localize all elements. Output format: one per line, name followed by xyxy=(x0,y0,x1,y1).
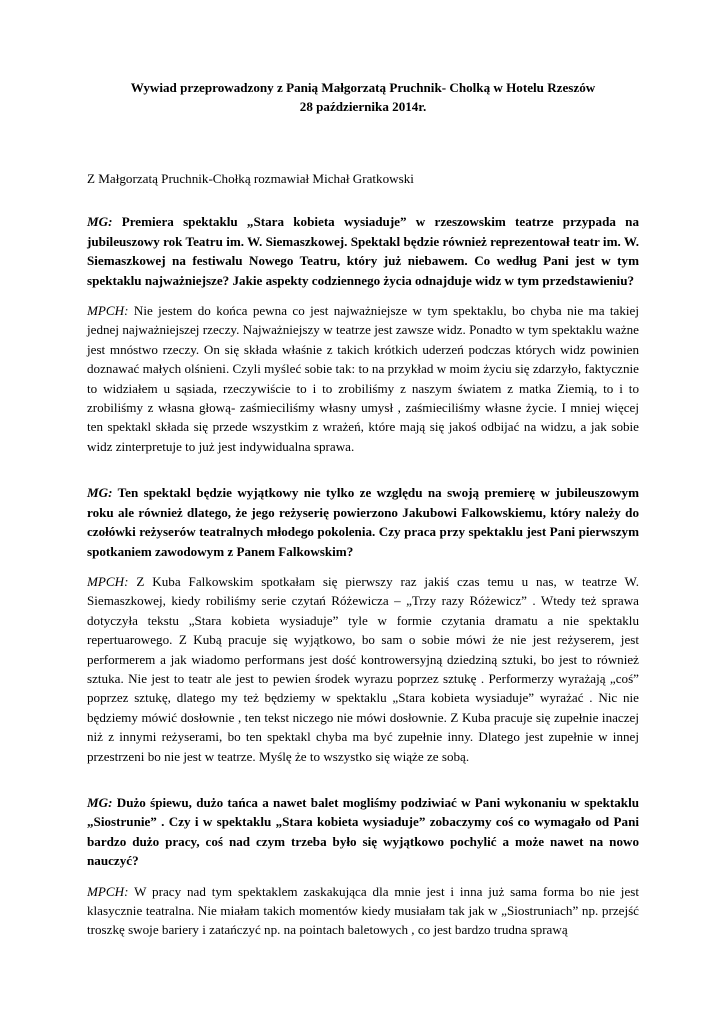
answer-3-speaker: MPCH: xyxy=(87,883,129,899)
answer-2-speaker: MPCH: xyxy=(87,573,129,589)
question-1 xyxy=(87,212,639,290)
answer-1-text: Nie jestem do końca pewna co jest najważniejsze w tym spektaklu, bo chyba nie ma takiej jednej najważniejszej rzeczy. Najważniejszy w teatrze jest zawsze widz. Ponadto w tym spektaklu ważne jest mnóstwo rzeczy. On się składa właśnie z takich krótkich uderzeń podczas których widz powinien doznawać małych olśnieni. Czyli myśleć sobie tak: to na przykład w moim życiu się zdarzyło, faktycznie to widziałem u sąsiada, rzeczywiście to i to zrobiliśmy z naszym światem z matka Ziemią, to i to zrobiliśmy z własna głową- zaśmieciliśmy własny umysł , zaśmieciliśmy własne życie. I mniej więcej ten spektakl składa się przede wszystkim z wrażeń, które mają się jakoś odbijać na widzu, a jak sobie widz zinterpretuje to już jest indywidualna sprawa. xyxy=(87,303,639,454)
title-line-2: 28 października 2014r. xyxy=(299,99,427,114)
answer-1 xyxy=(87,301,639,456)
question-3-text: Dużo śpiewu, dużo tańca a nawet balet mogliśmy podziwiać w Pani wykonaniu w spektaklu „Siostrunie” . Czy i w spektaklu „Stara kobieta wysiaduje” zobaczymy coś co wymagało od Pani bardzo dużo pracy, coś nad czym trzeba było się wyjątkowo pochylić a może nawet na nowo nauczyć? xyxy=(87,794,639,869)
document-title xyxy=(87,0,639,116)
question-1-text: Premiera spektaklu „Stara kobieta wysiaduje” w rzeszowskim teatrze przypada na jubileuszowy rok Teatru im. W. Siemaszkowej. Spektakl będzie również reprezentował teatr im. W. Siemaszkowej na festiwalu Nowego Teatru, który już niebawem. Co według Pani jest w tym spektaklu najważniejsze? Jakie aspekty codziennego życia odnajduje widz w tym przedstawieniu? xyxy=(87,214,639,288)
question-2-text: Ten spektakl będzie wyjątkowy nie tylko ze względu na swoją premierę w jubileuszowym roku ale również dlatego, że jego reżyserię powierzono Jakubowi Falkowskiemu, który należy do czołówki reżyserów teatralnych młodego pokolenia. Czy praca przy spektaklu jest Pani pierwszym spotkaniem zawodowym z Panem Falkowskim? xyxy=(87,485,639,559)
title-line-1: Wywiad przeprowadzony z Panią Małgorzatą Pruchnik- Cholką w Hotelu Rzeszów xyxy=(130,80,596,95)
answer-1-speaker: MPCH: xyxy=(87,303,129,319)
question-3-speaker: MG: xyxy=(87,794,113,810)
answer-3-text: W pracy nad tym spektaklem zaskakująca dla mnie jest i inna już sama forma bo nie jest klasycznie teatralna. Nie miałam takich momentów kiedy musiałam tak jak w „Siostruniach” np. przejść troszkę swoje bariery i zatańczyć np. na pointach baletowych , co jest bardzo trudna sprawą xyxy=(87,883,639,938)
question-3 xyxy=(87,793,639,871)
intro-line: Z Małgorzatą Pruchnik-Chołką rozmawiał Michał Gratkowski xyxy=(87,171,414,186)
answer-2 xyxy=(87,572,639,766)
question-2-speaker: MG: xyxy=(87,485,113,501)
answer-3 xyxy=(87,882,639,940)
question-2 xyxy=(87,483,639,561)
answer-2-text: Z Kuba Falkowskim spotkałam się pierwszy raz jakiś czas temu u nas, w teatrze W. Siemaszkowej, kiedy robiliśmy serie czytań Różewicza – „Trzy razy Różewicz” . Wtedy też sprawa dotyczyła tekstu „Stara kobieta wysiaduje” tyle w formie czytania dramatu a nie spektaklu repertuarowego. Z Kubą pracuje się wyjątkowo, bo sam o sobie mówi że nie jest reżyserem, jest performerem a jak wiadomo performans jest dość kontrowersyjną dziedziną sztuki, bo jest to również sztuka. Nie jest to teatr ale jest to pewien środek wyrazu poprzez sztukę . Performerzy wyrażają „coś” poprzez sztukę, dlatego my też będziemy w spektaklu „Stara kobieta wysiaduje” wyrażać . Nic nie będziemy mówić dosłownie , ten tekst niczego nie mówi dosłownie. Z Kuba pracuje się zupełnie inaczej niż z innymi reżyserami, bo ten spektakl chyba ma być zupełnie inny. Dlatego jest zupełnie w innej przestrzeni bo nie jest w teatrze. Myślę że to wszystko się wiąże ze sobą. xyxy=(87,573,639,764)
question-1-speaker: MG: xyxy=(87,214,113,230)
